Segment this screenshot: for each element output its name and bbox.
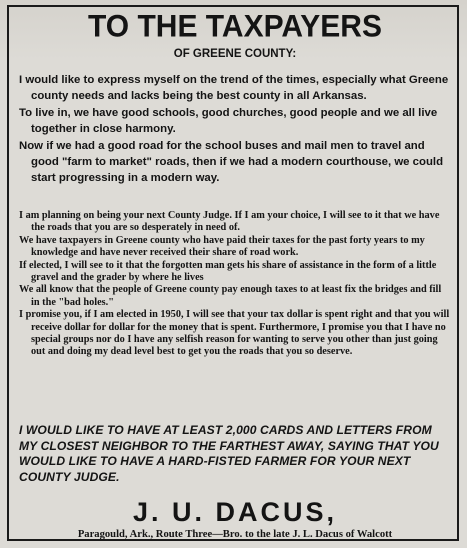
paragraph-forgotten-man: If elected, I will see to it that the forgotten man gets his share of assistance in the form of a little gravel and the grader by where he lives <box>19 259 437 284</box>
large-paragraphs <box>19 73 451 186</box>
appeal-paragraph: I WOULD LIKE TO HAVE AT LEAST 2,000 CARDS AND LETTERS FROM MY CLOSEST NEIGHBOR TO THE FARTHEST AWAY, SAYING THAT YOU WOULD LIKE TO HAVE A HARD-FISTED FARMER FOR YOUR NEXT COUNTY JUDGE. <box>19 423 439 484</box>
paragraph-roads: Now if we had a good road for the school buses and mail men to travel and good "farm to market" roads, then if we had a modern courthouse, we could start progressing in a modern way. <box>19 140 444 184</box>
headline: TO THE TAXPAYERS <box>88 9 382 44</box>
footer-address: Paragould, Ark., Route Three—Bro. to the late J. L. Dacus of Walcott <box>77 529 393 540</box>
ad-border-frame <box>7 5 459 541</box>
paragraph-taxpayers: We have taxpayers in Greene county who have paid their taxes for the past forty years to my knowledge and have never received their share of road work. <box>19 234 425 259</box>
paragraph-bridges: We all know that the people of Greene county pay enough taxes to at least fix the bridges and fill in the "bad holes." <box>19 284 442 308</box>
paragraph-judge: I am planning on being your next County Judge. If I am your choice, I will see to it that we have the roads that you are so desperately in need of. <box>19 210 440 234</box>
paragraph-live: To live in, we have good schools, good churches, good people and we all live together in close harmony. <box>19 107 438 135</box>
candidate-name: J. U. DACUS, <box>132 497 338 527</box>
small-paragraphs <box>19 210 451 359</box>
paragraph-promise: I promise you, if I am elected in 1950, I will see that your tax dollar is spent right and that you will receive dollar for dollar for the money that is spent. Furthermore, I promise you that I have no special groups nor do I have any selfish reason for wanting to serve you other than just going out and doing my dead level best to get you the roads that you so deserve. <box>19 309 450 358</box>
paragraph-trend: I would like to express myself on the trend of the times, especially what Greene county needs and lacks being the best county in all Arkansas. <box>19 74 449 102</box>
subheadline: OF GREENE COUNTY: <box>173 48 297 60</box>
